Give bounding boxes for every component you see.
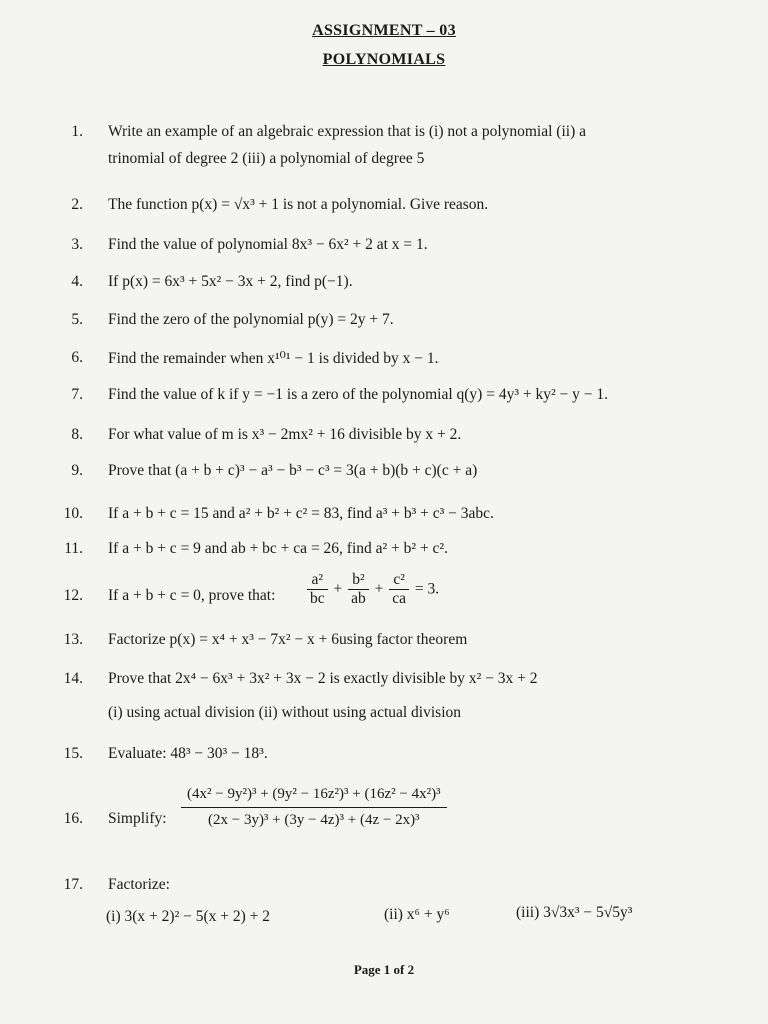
question-17-part-2: (ii) x⁶ + y⁶ [384, 906, 450, 923]
question-17-part-3: (iii) 3√3x³ − 5√5y³ [516, 904, 633, 921]
question-number: 2. [71, 196, 83, 213]
page-subtitle: POLYNOMIALS [322, 51, 446, 68]
question-number: 1. [71, 123, 83, 140]
fraction-expression: $\frac{\text{a²}}{bc}$ + $\frac{\text{b²}}{ab}$ + $\frac{\text{c²}}{ca}$ = 3. [305, 571, 439, 608]
question-number: 8. [71, 426, 83, 443]
question-text: Find the zero of the polynomial p(y) = 2y + 7. [108, 311, 394, 328]
fraction-numerator: (4x² − 9y²)³ + (9y² − 16z²)³ + (16z² − 4x²)³ [181, 784, 447, 808]
question-text: Factorize: [108, 876, 170, 893]
question-1-continued: trinomial of degree 2 (iii) a polynomial of degree 5 [108, 150, 425, 167]
question-number: 12. [63, 587, 83, 604]
question-text: Find the remainder when x¹⁰¹ − 1 is divided by x − 1. [108, 350, 439, 367]
question-text: Find the value of polynomial 8x³ − 6x² + 2 at x = 1. [108, 236, 428, 253]
question-text: The function p(x) = √x³ + 1 is not a polynomial. Give reason. [108, 196, 489, 213]
question-text: Prove that 2x⁴ − 6x³ + 3x² + 3x − 2 is exactly divisible by x² − 3x + 2 [108, 670, 538, 687]
question-number: 9. [71, 462, 83, 479]
question-number: 15. [63, 745, 83, 762]
question-number: 13. [63, 631, 83, 648]
question-text: Factorize p(x) = x⁴ + x³ − 7x² − x + 6using factor theorem [108, 631, 468, 648]
question-17-part-1: (i) 3(x + 2)² − 5(x + 2) + 2 [106, 908, 271, 925]
fraction-numerator: a² [307, 571, 328, 590]
page-title: ASSIGNMENT – 03 [312, 22, 456, 39]
question-text: If a + b + c = 15 and a² + b² + c² = 83, find a³ + b³ + c³ − 3abc. [108, 505, 494, 522]
question-number: 5. [71, 311, 83, 328]
fraction-numerator: b² [348, 571, 369, 590]
fraction-denominator: (2x − 3y)³ + (3y − 4z)³ + (4z − 2x)³ [207, 812, 420, 828]
fraction-numerator: c² [389, 571, 409, 590]
question-number: 14. [63, 670, 83, 687]
fraction-expression [179, 784, 449, 829]
equation-tail: = 3. [414, 580, 440, 598]
question-text: Write an example of an algebraic expression that is (i) not a polynomial (ii) a [108, 123, 586, 140]
fraction-denominator: ca [392, 590, 407, 607]
question-number: 6. [71, 349, 83, 366]
question-number: 10. [63, 505, 83, 522]
question-text: If p(x) = 6x³ + 5x² − 3x + 2, find p(−1). [108, 273, 353, 290]
fraction-denominator: bc [310, 590, 325, 607]
fraction-denominator: ab [351, 590, 366, 607]
question-number: 3. [71, 236, 83, 253]
question-text: Evaluate: 48³ − 30³ − 18³. [108, 745, 268, 762]
page-number: Page 1 of 2 [353, 962, 415, 977]
question-number: 11. [64, 540, 83, 557]
question-text: Prove that (a + b + c)³ − a³ − b³ − c³ = 3(a + b)(b + c)(c + a) [108, 462, 478, 479]
question-text: If a + b + c = 0, prove that: [108, 587, 276, 604]
question-number: 4. [71, 273, 83, 290]
question-text: For what value of m is x³ − 2mx² + 16 divisible by x + 2. [108, 426, 462, 443]
question-number: 16. [63, 810, 83, 827]
question-number: 7. [71, 386, 83, 403]
question-text: Find the value of k if y = −1 is a zero of the polynomial q(y) = 4y³ + ky² − y − 1. [108, 386, 608, 403]
question-14-continued: (i) using actual division (ii) without using actual division [108, 704, 462, 721]
question-text: If a + b + c = 9 and ab + bc + ca = 26, find a² + b² + c². [108, 540, 448, 557]
question-text: Simplify: [108, 810, 167, 827]
question-number: 17. [63, 876, 83, 893]
